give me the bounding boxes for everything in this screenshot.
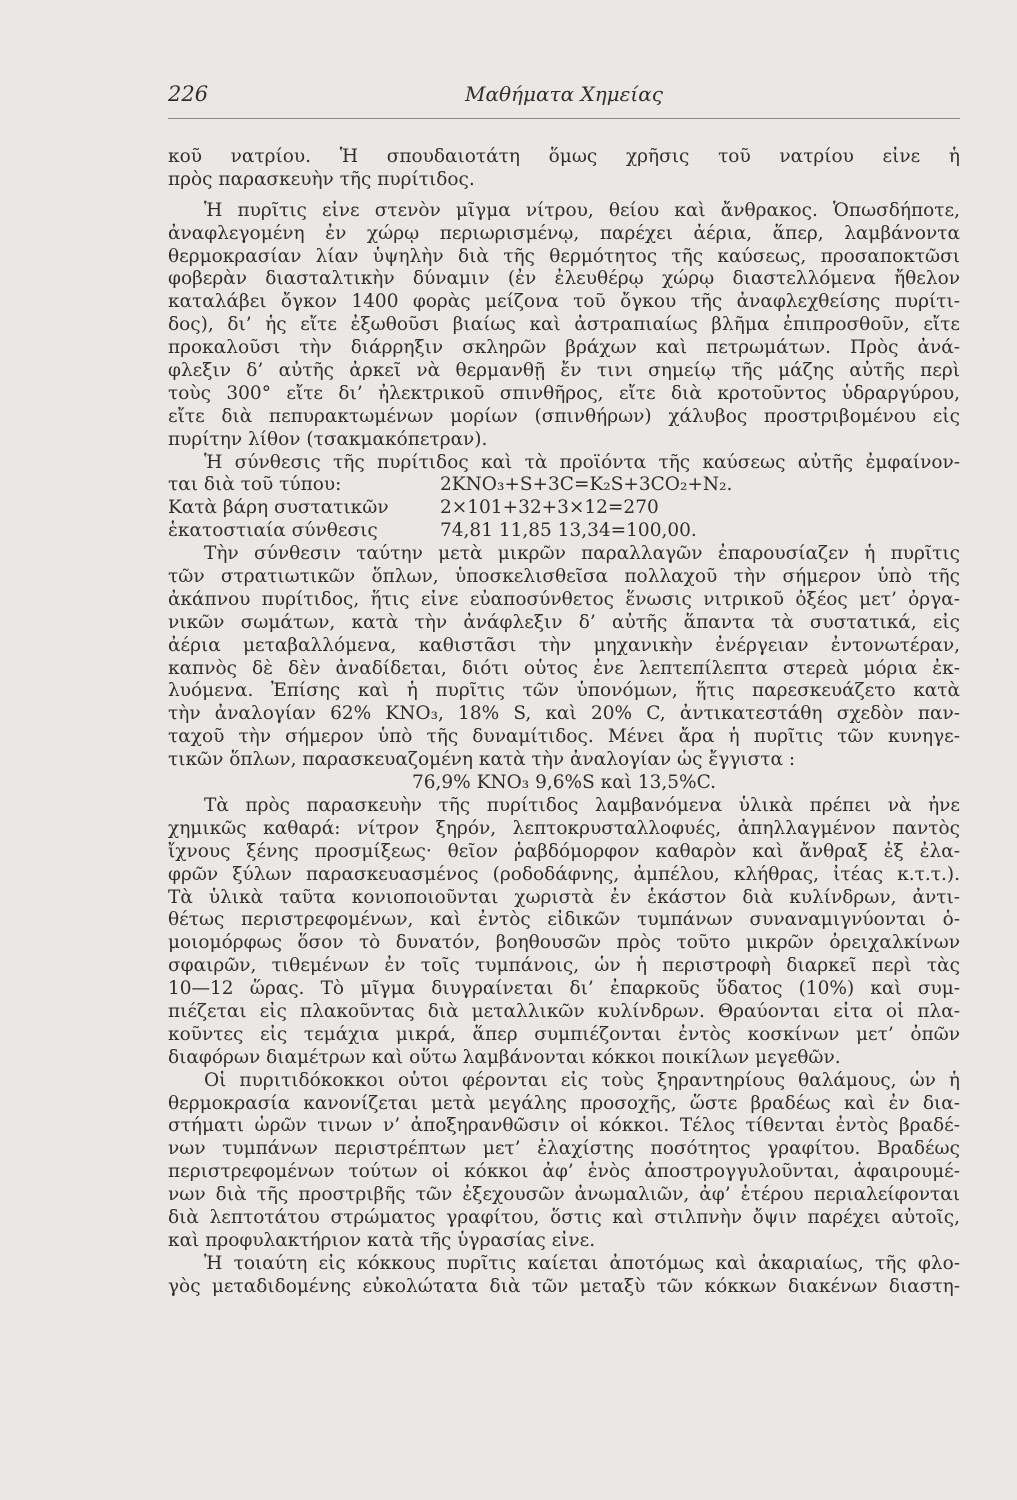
text-line: θερμοκρασία κανονίζεται μετὰ μεγάλης προσοχῆς, ὥστε βραδέως καὶ ἐν δια- [168, 1092, 960, 1114]
text-line: γὸς μεταδιδομένης εὐκολώτατα διὰ τῶν μεταξὺ τῶν κόκκων διακένων διαστη- [168, 1275, 960, 1297]
text-line: περιστρεφομένων τούτων οἱ κόκκοι ἀφ’ ἑνὸς ἀποστρογγυλοῦνται, ἀφαιρουμέ- [168, 1161, 960, 1183]
text-line: τικῶν ὅπλων, παρασκευαζομένη κατὰ τὴν ἀναλογίαν ὡς ἔγγιστα : [168, 749, 796, 771]
text-line: στήματι ὡρῶν τινων ν’ ἀποξηρανθῶσιν οἱ κόκκοι. Τέλος τίθενται ἐντὸς βραδέ- [168, 1115, 960, 1137]
text-line: ταχοῦ τὴν σήμερον ὑπὸ τῆς δυναμίτιδος. Μένει ἄρα ἡ πυρῖτις τῶν κυνηγε- [168, 726, 960, 748]
formula-label: Κατὰ βάρη συστατικῶν [168, 497, 389, 519]
text-line: Ἡ πυρῖτις εἶνε στενὸν μῖγμα νίτρου, θείου καὶ ἄνθρακος. Ὁπωσδήποτε, [204, 199, 960, 221]
text-line: διαφόρων διαμέτρων καὶ οὕτω λαμβάνονται κόκκοι ποικίλων μεγεθῶν. [168, 1046, 841, 1068]
text-line: καὶ προφυλακτήριον κατὰ τῆς ὑγρασίας εἶνε. [168, 1229, 596, 1251]
page-body [168, 146, 960, 1299]
text-line: κοῦντες εἰς τεμάχια μικρά, ἅπερ συμπιέζονται ἐντὸς κοσκίνων μετ’ ὀπῶν [168, 1023, 960, 1045]
text-line: διὰ λεπτοτάτου στρώματος γραφίτου, ὅστις καὶ στιλπνὴν ὄψιν παρέχει αὐτοῖς, [168, 1206, 960, 1228]
text-line: 10—12 ὥρας. Τὸ μῖγμα διυγραίνεται δι’ ἐπαρκοῦς ὕδατος (10%) καὶ συμ- [168, 978, 960, 1000]
running-title: Μαθήματα Χημείας [465, 82, 663, 106]
text-line: δος), δι’ ἧς εἴτε ἐξωθοῦσι βιαίως καὶ ἀστραπιαίως βλῆμα ἐπιπροσθοῦν, εἴτε [168, 314, 960, 336]
text-line: νων τυμπάνων περιστρέπτων μετ’ ἐλαχίστης ποσότητος γραφίτου. Βραδέως [168, 1138, 960, 1160]
text-line: θερμοκρασίαν λίαν ὑψηλὴν διὰ τῆς θερμότητος τῆς καύσεως, προσαποκτῶσι [168, 245, 960, 267]
text-line: νικῶν σωμάτων, κατὰ τὴν ἀνάφλεξιν δ’ αὐτῆς ἅπαντα τὰ συστατικά, εἰς [168, 611, 960, 633]
text-line: σφαιρῶν, τιθεμένων ἐν τοῖς τυμπάνοις, ὧν ἡ περιστροφὴ διαρκεῖ περὶ τὰς [168, 955, 960, 977]
composition-ratio: 76,9% KNO₃ 9,6%S καὶ 13,5%C. [411, 772, 716, 794]
text-line: κοῦ νατρίου. Ἡ σπουδαιοτάτη ὅμως χρῆσις τοῦ νατρίου εἶνε ἡ [168, 146, 960, 167]
text-line: νων διὰ τῆς προστριβῆς τῶν ἐξεχουσῶν ἀνωμαλιῶν, ἀφ’ ἑτέρου περιαλείφονται [168, 1184, 960, 1206]
text-line: θέτως περιστρεφομένων, καὶ ἐντὸς εἰδικῶν τυμπάνων συναναμιγνύονται ὁ- [168, 909, 960, 931]
formula-row [168, 474, 960, 497]
text-line: τὴν ἀναλογίαν 62% KNO₃, 18% S, καὶ 20% C, ἀντικατεστάθη σχεδὸν παν- [168, 703, 960, 725]
text-line: Τὰ ὑλικὰ ταῦτα κονιοποιοῦνται χωριστὰ ἐν ἑκάστον διὰ κυλίνδρων, ἀντι- [168, 886, 960, 908]
text-line: εἴτε διὰ πεπυρακτωμένων μορίων (σπινθήρων) χάλυβος προστριβομένου εἰς [168, 405, 960, 427]
text-line: φρῶν ξύλων παρασκευασμένος (ροδοδάφνης, ἀμπέλου, κλήθρας, ἰτέας κ.τ.τ.). [168, 863, 960, 885]
formula-value: 2KNO₃+S+3C=K₂S+3CO₂+N₂. [440, 474, 733, 496]
text-line: πυρίτην λίθον (τσακμακόπετραν). [168, 428, 488, 450]
formula-value: 74,81 11,85 13,34=100,00. [440, 520, 697, 542]
text-line: Ἡ τοιαύτη εἰς κόκκους πυρῖτις καίεται ἀποτόμως καὶ ἀκαριαίως, τῆς φλο- [204, 1252, 960, 1274]
formula-row [168, 497, 960, 520]
text-line: ἀέρια μεταβαλλόμενα, καθιστᾶσι τὴν μηχανικὴν ἐνέργειαν ἐντονωτέραν, [168, 634, 960, 656]
text-line: πιέζεται εἰς πλακοῦντας διὰ μεταλλικῶν κυλίνδρων. Θραύονται εἶτα οἱ πλα- [168, 1000, 960, 1022]
formula-value: 2×101+32+3×12=270 [440, 497, 659, 519]
text-line: Τὴν σύνθεσιν ταύτην μετὰ μικρῶν παραλλαγῶν ἐπαρουσίαζεν ἡ πυρῖτις [204, 543, 960, 565]
formula-label: ται διὰ τοῦ τύπου: [168, 474, 342, 496]
text-line: πρὸς παρασκευὴν τῆς πυρίτιδος. [168, 168, 475, 190]
text-line: Τὰ πρὸς παρασκευὴν τῆς πυρίτιδος λαμβανόμενα ὑλικὰ πρέπει νὰ ἦνε [204, 794, 960, 816]
formula-label: ἑκατοστιαία σύνθεσις [168, 520, 378, 542]
page-number: 226 [168, 82, 209, 106]
text-line: ἀκάπνου πυρίτιδος, ἥτις εἶνε εὐαποσύνθετος ἕνωσις νιτρικοῦ ὀξέος μετ’ ὀργα- [168, 588, 960, 610]
text-line: καταλάβει ὄγκον 1400 φορὰς μείζονα τοῦ ὄγκου τῆς ἀναφλεχθείσης πυρίτι- [168, 291, 960, 313]
text-line: φοβερὰν διασταλτικὴν δύναμιν (ἐν ἐλευθέρῳ χώρῳ διαστελλόμενα ἤθελον [168, 268, 960, 290]
formula-row [168, 520, 960, 543]
text-line: τοὺς 300° εἴτε δι’ ἠλεκτρικοῦ σπινθῆρος, εἴτε διὰ κροτοῦντος ὑδραργύρου, [168, 382, 960, 404]
text-line: χημικῶς καθαρά: νίτρον ξηρόν, λεπτοκρυσταλλοφυές, ἀπηλλαγμένον παντὸς [168, 817, 960, 839]
text-line: καπνὸς δὲ δὲν ἀναδίδεται, διότι οὗτος ἐνε λεπτεπίλεπτα στερεὰ μόρια ἐκ- [168, 657, 960, 679]
text-line: ἴχνους ξένης προσμίξεως· θεῖον ῥαβδόμορφον καθαρὸν καὶ ἄνθραξ ἐξ ἐλα- [168, 840, 960, 862]
text-line: φλεξιν δ’ αὐτῆς ἀρκεῖ νὰ θερμανθῇ ἔν τινι σημείῳ τῆς μάζης αὐτῆς περὶ [168, 360, 960, 382]
text-line: μοιομόρφως ὅσον τὸ δυνατόν, βοηθουσῶν πρὸς τοῦτο μικρῶν ὀρειχαλκίνων [168, 932, 960, 954]
text-line: ἀναφλεγομένη ἐν χώρῳ περιωρισμένῳ, παρέχει ἀέρια, ἅπερ, λαμβάνοντα [168, 222, 960, 244]
page-header [168, 78, 960, 119]
text-line: Ἡ σύνθεσις τῆς πυρίτιδος καὶ τὰ προϊόντα τῆς καύσεως αὐτῆς ἐμφαίνον- [204, 451, 960, 473]
text-line: λυόμενα. Ἐπίσης καὶ ἡ πυρῖτις τῶν ὑπονόμων, ἥτις παρεσκευάζετο κατὰ [168, 680, 960, 702]
text-line: προκαλοῦσι τὴν διάρρηξιν σκληρῶν βράχων καὶ πετρωμάτων. Πρὸς ἀνά- [168, 337, 960, 359]
text-line: Οἱ πυριτιδόκοκκοι οὗτοι φέρονται εἰς τοὺς ξηραντηρίους θαλάμους, ὧν ἡ [204, 1069, 960, 1091]
text-line: τῶν στρατιωτικῶν ὅπλων, ὑποσκελισθεῖσα πολλαχοῦ τὴν σήμερον ὑπὸ τῆς [168, 566, 960, 588]
